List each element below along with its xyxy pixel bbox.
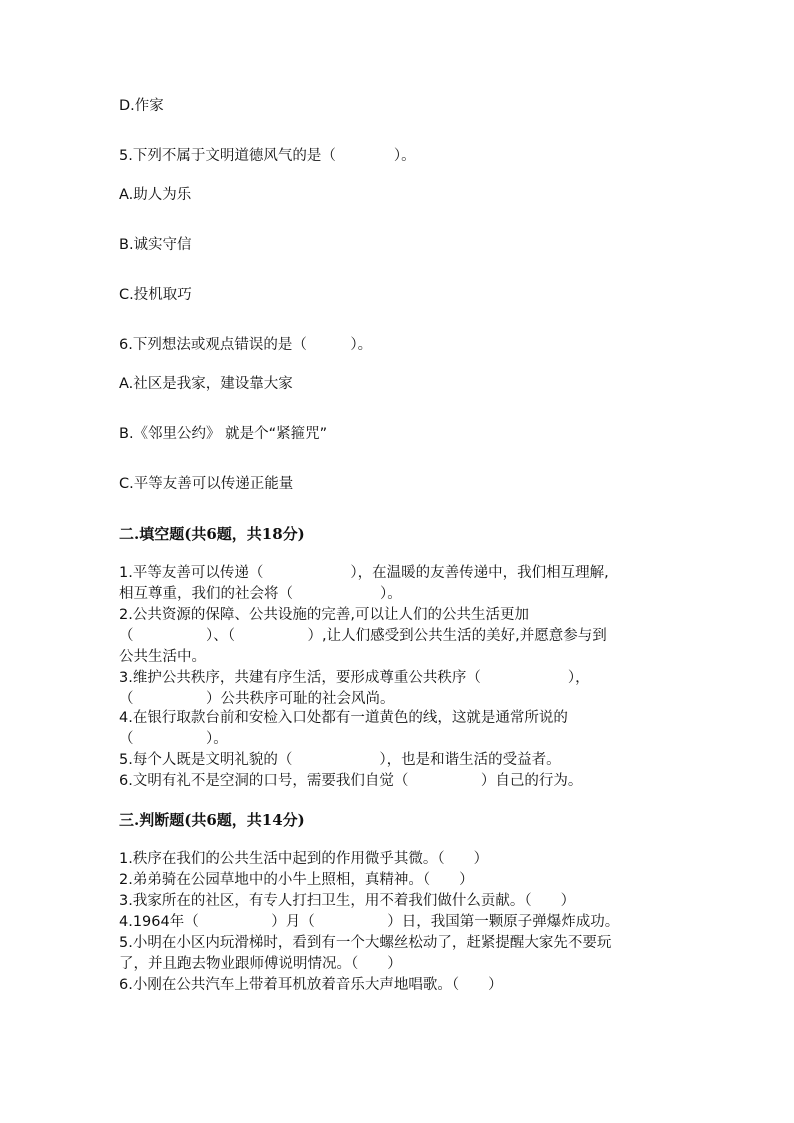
q4-option-d: D.作家 [119, 98, 164, 114]
fill-line: 4.在银行取款台前和安检入口处都有一道黄色的线，这就是通常所说的 [119, 710, 568, 726]
fill-line: 6.文明有礼不是空洞的口号，需要我们自觉（ ）自己的行为。 [119, 773, 583, 789]
fill-line: 1.平等友善可以传递（ ），在温暖的友善传递中，我们相互理解, [119, 565, 609, 581]
fill-line: 3.维护公共秩序，共建有序生活，要形成尊重公共秩序（ ）， [119, 670, 590, 686]
judge-line: 2.弟弟骑在公园草地中的小牛上照相，真精神。（ ） [119, 872, 474, 888]
judge-line: 了，并且跑去物业跟师傅说明情况。（ ） [119, 956, 402, 972]
q5-option-a: A.助人为乐 [119, 187, 192, 203]
fill-line: （ ）。 [119, 731, 228, 747]
q5-option-b: B.诚实守信 [119, 237, 192, 253]
q5-stem: 5.下列不属于文明道德风气的是（ ）。 [119, 148, 416, 164]
fill-line: 公共生活中。 [119, 649, 206, 665]
judge-line: 3.我家所在的社区，有专人打扫卫生，用不着我们做什么贡献。（ ） [119, 893, 576, 909]
q6-option-a: A.社区是我家，建设靠大家 [119, 376, 293, 392]
q6-option-b: B.《邻里公约》 就是个“紧箍咒” [119, 426, 328, 442]
fill-line: 相互尊重，我们的社会将（ ）。 [119, 586, 402, 602]
judge-line: 5.小明在小区内玩滑梯时，看到有一个大螺丝松动了，赶紧提醒大家先不要玩 [119, 935, 612, 951]
fill-section-title: 二.填空题(共6题，共18分) [119, 525, 305, 543]
fill-line: （ ）、（ ）,让人们感受到公共生活的美好,并愿意参与到 [119, 628, 607, 644]
judge-line: 4.1964年（ ）月（ ）日，我国第一颗原子弹爆炸成功。 [119, 914, 620, 930]
fill-line: 2.公共资源的保障、公共设施的完善,可以让人们的公共生活更加 [119, 607, 529, 623]
judge-line: 6.小刚在公共汽车上带着耳机放着音乐大声地唱歌。（ ） [119, 977, 503, 993]
q5-option-c: C.投机取巧 [119, 287, 192, 303]
fill-line: 5.每个人既是文明礼貌的（ ），也是和谐生活的受益者。 [119, 752, 561, 768]
judge-line: 1.秩序在我们的公共生活中起到的作用微乎其微。（ ） [119, 851, 489, 867]
judge-section-title: 三.判断题(共6题，共14分) [119, 811, 305, 829]
q6-stem: 6.下列想法或观点错误的是（ ）。 [119, 337, 373, 353]
q6-option-c: C.平等友善可以传递正能量 [119, 476, 294, 492]
fill-line: （ ）公共秩序可耻的社会风尚。 [119, 691, 395, 707]
